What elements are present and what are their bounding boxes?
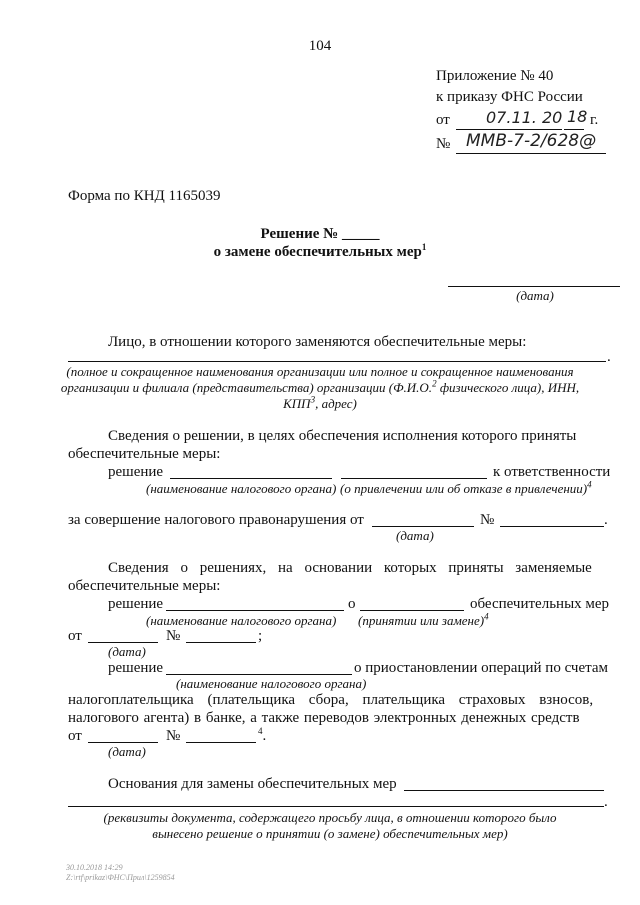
- suspend-end: $^4$.: [258, 726, 267, 744]
- form-code: Форма по КНД 1165039: [68, 188, 221, 204]
- decisions-date-hint: (дата): [108, 644, 146, 659]
- decisions-num-line: [186, 642, 256, 643]
- suspend-org-hint: (наименование налогового органа): [176, 676, 367, 691]
- appendix-num-prefix: №: [436, 136, 451, 152]
- decision-info-line-2: обеспечительные меры:: [68, 446, 221, 462]
- appendix-year-underline: [564, 129, 584, 130]
- decisions-o: о: [348, 596, 356, 612]
- decision-org-hint: (наименование налогового органа): [146, 481, 337, 496]
- appendix-num-handwritten: ММВ-7-2/628@: [466, 131, 597, 151]
- person-hint-3: КПП$^3$, адрес): [283, 394, 357, 411]
- appendix-year-handwritten: 18: [567, 107, 588, 126]
- offense-date-hint: (дата): [396, 528, 434, 543]
- appendix-date-handwritten: 07.11. 20: [486, 108, 563, 127]
- decision-word: решение: [108, 464, 164, 480]
- suspend-text: о приостановлении операций по счетам: [354, 660, 609, 676]
- offense-text: за совершение налогового правонарушения от: [68, 512, 364, 528]
- appendix-year-suffix: г.: [590, 112, 599, 128]
- grounds-lead: Основания для замены обеспечительных мер: [108, 776, 397, 792]
- suspend-decision-word: решение: [108, 660, 164, 676]
- decisions-info-line-1: Сведения о решениях, на основании которых приняты заменяемые: [108, 560, 592, 576]
- decisions-accept-line: [360, 610, 464, 611]
- decisions-org-line: [166, 610, 344, 611]
- person-line: [68, 361, 606, 362]
- decisions-measures: обеспечительных мер: [470, 596, 610, 612]
- appendix-line-1: Приложение № 40: [436, 68, 554, 84]
- decision-info-line-1: Сведения о решении, в целях обеспечения исполнения которого приняты: [108, 428, 577, 444]
- decisions-num-sign: №: [166, 628, 181, 644]
- suspend-from: от: [68, 728, 82, 744]
- page-number: 104: [308, 38, 332, 54]
- suspend-date-hint: (дата): [108, 744, 146, 759]
- appendix-line-2: к приказу ФНС России: [436, 89, 583, 105]
- decision-org-line: [170, 478, 332, 479]
- footer-stamp-2: Z:\rtf\prikaz\ФНС\Прил\1259854: [66, 873, 175, 882]
- person-hint-2: организации и филиала (представительства) организации (Ф.И.О.$^2$ физического лица), ИНН,: [60, 378, 580, 395]
- decision-attr-line: [341, 478, 487, 479]
- decisions-from: от: [68, 628, 82, 644]
- decisions-date-line: [88, 642, 158, 643]
- suspend-line-b: налогового агента) в банке, а также переводов электронных денежных средств: [68, 710, 580, 726]
- suspend-date-line: [88, 742, 158, 743]
- decision-date-caption: (дата): [516, 288, 554, 303]
- document-title: Решение № _____: [260, 226, 380, 242]
- grounds-line-1: [404, 790, 604, 791]
- person-hint-1: (полное и сокращенное наименования организации или полное и сокращенное наименования: [66, 364, 574, 379]
- decision-attr-hint: (о привлечении или об отказе в привлечении)$^4$: [340, 479, 592, 496]
- grounds-hint-2: вынесено решение о принятии (о замене) обеспечительных мер): [152, 826, 508, 841]
- responsibility-word: к ответственности: [493, 464, 611, 480]
- suspend-num-sign: №: [166, 728, 181, 744]
- offense-num-sign: №: [480, 512, 495, 528]
- offense-date-line: [372, 526, 474, 527]
- suspend-num-line: [186, 742, 256, 743]
- offense-num-line: [500, 526, 604, 527]
- person-lead: Лицо, в отношении которого заменяются обеспечительные меры:: [108, 334, 527, 350]
- decisions-org-hint: (наименование налогового органа): [146, 613, 337, 628]
- grounds-line-2: [68, 806, 604, 807]
- document-subtitle: о замене обеспечительных мер$^1$: [213, 242, 427, 260]
- appendix-date-underline: [456, 129, 562, 130]
- decisions-word: решение: [108, 596, 164, 612]
- appendix-num-underline: [456, 153, 606, 154]
- appendix-date-prefix: от: [436, 112, 450, 128]
- grounds-hint-1: (реквизиты документа, содержащего просьбу лица, в отношении которого было: [103, 810, 557, 825]
- suspend-line-a: налогоплательщика (плательщика сбора, плательщика страховых взносов,: [68, 692, 594, 708]
- decision-date-line: [448, 286, 620, 287]
- suspend-org-line: [166, 674, 352, 675]
- footer-stamp-1: 30.10.2018 14:29: [66, 863, 123, 872]
- decisions-semicolon: ;: [258, 628, 263, 644]
- decisions-accept-hint: (принятии или замене)$^4$: [358, 611, 489, 628]
- decisions-info-line-2: обеспечительные меры:: [68, 578, 221, 594]
